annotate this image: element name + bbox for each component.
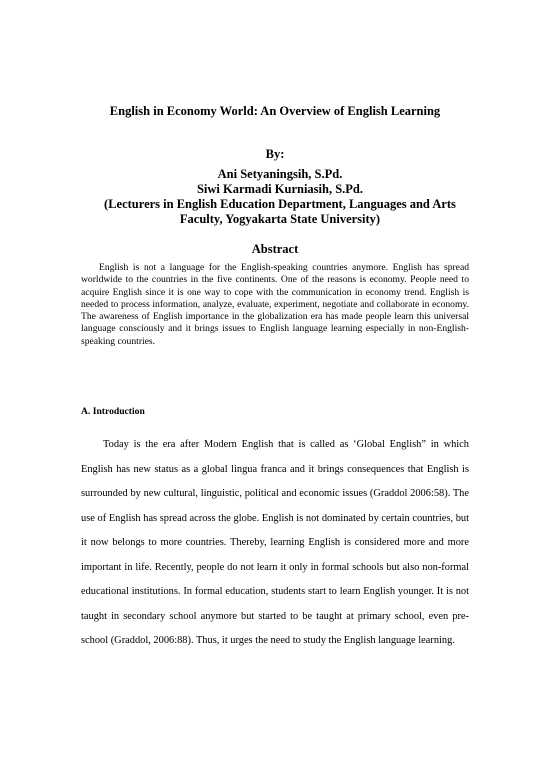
paper-title: English in Economy World: An Overview of English Learning (109, 104, 441, 118)
author-affiliation: (Lecturers in English Education Department, Languages and Arts Faculty, Yogyakarta State University) (104, 197, 456, 226)
by-label: By: (265, 147, 285, 161)
author-block (90, 167, 470, 227)
introduction-body: Today is the era after Modern English that is called as ‘Global English” in which English has new status as a global lingua franca and it brings consequences that English is surrounded by new cultural, linguistic, political and economic issues (Graddol 2006:58). The use of English has spread across the globe. English is not dominated by certain countries, but it now belongs to more countries. Thereby, learning English is considered more and more important in life. Recently, people do not learn it only in formal schools but also non-formal educational institutions. In formal education, students start to learn English younger. It is not taught in secondary school anymore but started to be taught at primary school, even pre-school (Graddol, 2006:88). Thus, it urges the need to study the English language learning. (81, 439, 469, 646)
author-name-1: Ani Setyaningsih, S.Pd. (217, 167, 343, 181)
author-name-2: Siwi Karmadi Kurniasih, S.Pd. (196, 182, 363, 196)
introduction-heading: A. Introduction (81, 406, 145, 417)
abstract-body: English is not a language for the English-speaking countries anymore. English has spread worldwide to the countries in the five continents. One of the reasons is economy. People need to acquire English since it is one way to cope with the communication in economy trend. English is needed to process information, analyze, evaluate, experiment, negotiate and collaborate in economy. The awareness of English importance in the globalization era has made people learn this universal language consciously and it brings issues to English language learning especially in non-English-speaking countries. (81, 262, 469, 347)
abstract-heading: Abstract (251, 242, 299, 256)
